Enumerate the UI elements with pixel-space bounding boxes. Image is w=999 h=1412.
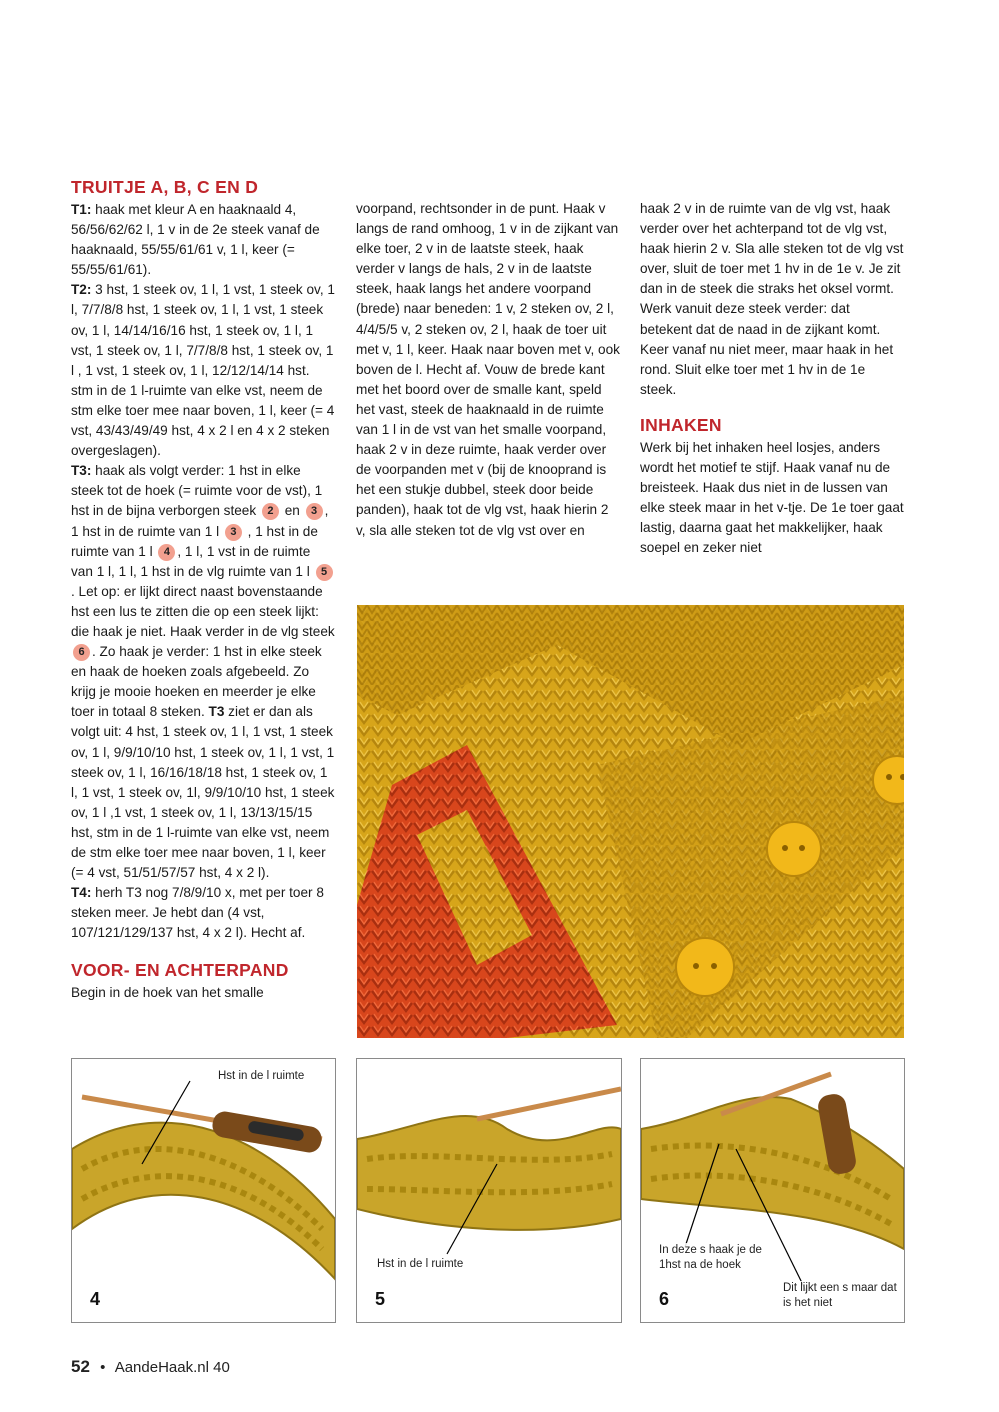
section-heading-voor-achterpand: VOOR- EN ACHTERPAND (71, 960, 289, 981)
magazine-name: AandeHaak.nl 40 (114, 1359, 230, 1376)
step-badge-4: 4 (158, 544, 175, 561)
step-number: 5 (375, 1289, 386, 1309)
step-annotation: In deze s haak je de 1hst na de hoek (659, 1243, 771, 1273)
sweater-photo (357, 605, 904, 1038)
step-annotation: Hst in de l ruimte (218, 1070, 305, 1082)
paragraph-col2: voorpand, rechtsonder in de punt. Haak v langs de rand omhoog, 1 v in de zijkant van elke toer, 2 v in de laatste steek, haak verder v langs de hals, 2 v in de laatste steek, haak langs het andere voorpand (brede) naar beneden: 1 v, 2 steken ov, 2 l, 4/4/5/5 v, 2 steken ov, 2 l, haak de toer uit met v, 1 l, keer. Haak naar boven met v, ook boven de l. Hecht af. Vouw de brede kant met het boord over de smalle kant, speld het vast, steek de haaknaald in de ruimte van 1 l in de vst van het smalle voorpand, haak 2 v in deze ruimte, haak verder over de voorpanden met v (bij de knooprand is het een stukje dubbel, steek door beide panden), haak tot de vlg vst, haak hierin 2 v, sla alle steken tot de vlg vst over en (356, 201, 620, 538)
paragraph-t2 (71, 280, 335, 461)
step-annotation: Dit lijkt een s maar dat is het niet (783, 1282, 897, 1309)
step-photo-6 (640, 1058, 905, 1323)
paragraph-t1 (71, 200, 335, 280)
step-badge-3b: 3 (225, 524, 242, 541)
page-number: 52 (71, 1357, 90, 1376)
row-label-t3: T3: (71, 463, 92, 479)
crochet-step-illustration (72, 1059, 335, 1322)
footer-bullet: • (100, 1359, 106, 1376)
t3-text-f: . Let op: er lijkt direct naast bovenstaande hst een lus te zitten die op een steek lijkt: die haak je niet. Haak verder in de vlg steek (71, 583, 335, 639)
paragraph-inhaken: Werk bij het inhaken heel losjes, anders wordt het motief te stijf. Haak vanaf nu de breisteek. Haak dus niet in de lussen van elke steek maar in het v-tje. De 1e toer gaat lastig, daarna gaat het makkelijker, haak soepel en zeker niet (640, 439, 904, 556)
section-heading-truitje: TRUITJE A, B, C EN D (71, 177, 259, 197)
column-3 (640, 199, 905, 559)
t3-text-b: en (280, 503, 304, 519)
t3-text-e: , 1 l, 1 vst in de ruimte van 1 l, 1 l, 1 hst in de vlg ruimte van 1 l (71, 543, 314, 579)
crochet-step-illustration (357, 1059, 621, 1322)
t3-text-a: haak als volgt verder: 1 hst in elke steek tot de hoek (= ruimte voor de vst), 1 hst in de bijna verborgen steek (71, 463, 323, 519)
t1-text: haak met kleur A en haaknaald 4, 56/56/62/62 l, 1 v in de 2e steek vanaf de haaknaald, 55/55/61/61 v, 1 l, keer (= 55/55/61/61). (71, 202, 320, 278)
sweater-illustration (357, 605, 904, 1038)
t4-text: herh T3 nog 7/8/9/10 x, met per toer 8 steken meer. Je hebt dan (4 vst, 107/121/129/137 hst, 4 x 2 l). Hecht af. (71, 885, 324, 941)
step-number: 6 (659, 1289, 670, 1309)
paragraph-voorpand: Begin in de hoek van het smalle (71, 985, 264, 1001)
row-label-t2: T2: (71, 282, 92, 298)
step-badge-3: 3 (306, 503, 323, 520)
row-label-t1: T1: (71, 202, 92, 217)
t2-text: 3 hst, 1 steek ov, 1 l, 1 vst, 1 steek ov, 1 l, 7/7/8/8 hst, 1 steek ov, 1 l, 1 vst, 1 steek ov, 1 l, 14/14/16/16 hst, 1 steek ov, 1 l, 1 vst, 1 steek ov, 1 l, 7/7/8/8 hst, 1 steek ov, 1 l , 1 vst, 1 steek ov, 1 l, 12/12/14/14 hst. stm in de 1 l-ruimte van elke vst, neem de stm elke toer mee naar boven, 1 l, keer (= 4 vst, 43/43/49/49 hst, 4 x 2 l en 4 x 2 steken overgeslagen). (71, 282, 335, 459)
step-number: 4 (90, 1289, 101, 1309)
crochet-hook-icon (477, 1089, 621, 1119)
paragraph-col3: haak 2 v in de ruimte van de vlg vst, haak verder over het achterpand tot de vlg vst, haak hierin 2 v. Sla alle steken tot de vlg vst over, sluit de toer met 1 hv in de 1e v. Je zit dan in de steek die straks het oksel vormt. Werk vanuit deze steek verder: dat betekent dat de naad in de zijkant komt. Keer vanaf nu niet meer, maar haak in het rond. Sluit elke toer met 1 hv in de 1e steek. (640, 201, 904, 397)
t3-text-c: , 1 hst in de ruimte van 1 l (71, 503, 329, 539)
section-heading-inhaken: INHAKEN (640, 414, 722, 435)
column-1 (71, 176, 335, 1004)
t3-text-d: , 1 hst in de ruimte van 1 l (71, 523, 318, 559)
column-2 (356, 199, 621, 541)
row-label-t4: T4: (71, 885, 92, 901)
t3-text-g: . Zo haak je verder: 1 hst in elke steek en haak de hoeken zoals afgebeeld. Zo krijg je mooie hoeken en meerder je elke toer in totaal 8 steken. (71, 644, 322, 720)
t3-text-h: ziet er dan als volgt uit: 4 hst, 1 steek ov, 1 l, 1 vst, 1 steek ov, 1 l, 9/9/10/10 hst, 1 steek ov, 1 l, 1 vst, 1 steek ov, 1 l, 16/16/18/18 hst, 1 steek ov, 1 l, 1 vst, 1 steek ov, 1l, 9/9/10/10 hst, 1 steek ov, 1 l ,1 vst, 1 steek ov, 1 l, 13/13/15/15 hst, stm in de 1 l-ruimte van elke vst, neem de stm elke toer mee naar boven, 1 l, keer (= 4 vst, 51/51/57/57 hst, 4 x 2 l). (71, 704, 335, 881)
step-photo-5 (356, 1058, 622, 1323)
t3-inline-label: T3 (208, 704, 225, 720)
step-annotation: Hst in de l ruimte (377, 1258, 464, 1270)
button-icon (767, 822, 821, 876)
step-badge-5: 5 (316, 564, 333, 581)
step-badge-6: 6 (73, 644, 90, 661)
button-icon (676, 938, 734, 996)
step-badge-2: 2 (262, 503, 279, 520)
page-footer (71, 1357, 230, 1377)
paragraph-t3 (71, 461, 335, 883)
step-photo-4 (71, 1058, 336, 1323)
paragraph-t4 (71, 883, 335, 943)
